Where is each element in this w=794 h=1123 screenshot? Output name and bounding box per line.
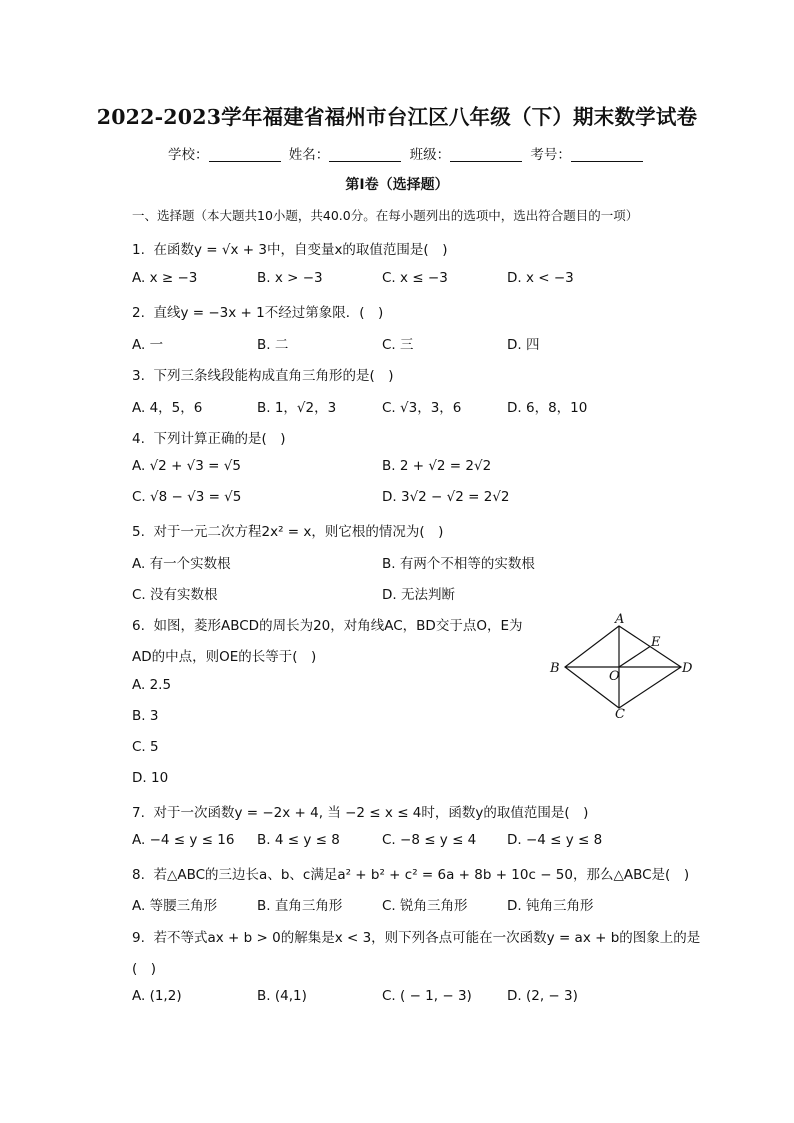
- q3-option-c: C. √3，3，6: [382, 400, 462, 416]
- label-d: D: [682, 661, 693, 676]
- q1-option-a: A. x ≥ −3: [132, 270, 198, 286]
- question-number: 3.: [132, 368, 145, 384]
- question-number: 6.: [132, 618, 145, 634]
- question-8: [132, 863, 689, 883]
- q4-option-a: A. √2 + √3 = √5: [132, 458, 241, 474]
- q9-option-c: C. ( − 1, − 3): [382, 988, 472, 1004]
- question-3: [132, 364, 394, 384]
- q1-option-d: D. x < −3: [507, 270, 574, 286]
- question-2: [132, 301, 383, 321]
- q7-option-b: B. 4 ≤ y ≤ 8: [257, 832, 340, 848]
- question-number: 1.: [132, 242, 145, 258]
- question-9: [132, 926, 700, 946]
- q7-option-d: D. −4 ≤ y ≤ 8: [507, 832, 603, 848]
- segment-oe: [619, 647, 650, 668]
- q5-option-a: A. 有一个实数根: [132, 556, 231, 572]
- q2-option-a: A. 一: [132, 337, 164, 353]
- question-text: 直线y = −3x + 1不经过第象限．( ): [153, 305, 384, 321]
- question-4: [132, 427, 286, 447]
- q9-option-a: A. (1,2): [132, 988, 182, 1004]
- q6-option-b: B. 3: [132, 708, 159, 724]
- question-number: 4.: [132, 431, 145, 447]
- label-a: A: [615, 612, 625, 627]
- volume-heading: 第Ⅰ卷（选择题）: [345, 177, 449, 193]
- class-label: 班级：: [409, 147, 451, 163]
- school-blank[interactable]: [209, 147, 281, 162]
- question-text: 下列计算正确的是( ): [153, 431, 286, 447]
- question-text: 若不等式ax + b > 0的解集是x < 3，则下列各点可能在一次函数y = ax + b的图象上的是: [153, 930, 701, 946]
- name-blank[interactable]: [329, 147, 401, 162]
- q3-option-d: D. 6，8，10: [507, 400, 588, 416]
- question-text: 若△ABC的三边长a、b、c满足a² + b² + c² = 6a + 8b + 10c − 50，那么△ABC是( ): [153, 867, 690, 883]
- q8-option-d: D. 钝角三角形: [507, 898, 594, 914]
- q6-option-a: A. 2.5: [132, 677, 172, 693]
- q5-option-c: C. 没有实数根: [132, 587, 218, 603]
- q4-option-b: B. 2 + √2 = 2√2: [382, 458, 492, 474]
- question-5: [132, 520, 443, 540]
- q9-option-d: D. (2, − 3): [507, 988, 578, 1004]
- question-1: [132, 238, 447, 258]
- q8-option-a: A. 等腰三角形: [132, 898, 218, 914]
- q6-option-d: D. 10: [132, 770, 169, 786]
- class-blank[interactable]: [450, 147, 522, 162]
- question-text: 下列三条线段能构成直角三角形的是( ): [153, 368, 394, 384]
- label-b: B: [550, 661, 560, 676]
- label-c: C: [615, 707, 625, 722]
- question-text: 对于一元二次方程2x² = x，则它根的情况为( ): [153, 524, 444, 540]
- question-number: 8.: [132, 867, 145, 883]
- question-9-continued: ( ): [132, 961, 157, 977]
- question-6-continued: AD的中点，则OE的长等于( ): [132, 649, 317, 665]
- q7-option-a: A. −4 ≤ y ≤ 16: [132, 832, 235, 848]
- q2-option-c: C. 三: [382, 337, 414, 353]
- q7-option-c: C. −8 ≤ y ≤ 4: [382, 832, 477, 848]
- student-info-row: [168, 143, 647, 163]
- q4-option-d: D. 3√2 − √2 = 2√2: [382, 489, 510, 505]
- exam-title: 2022-2023学年福建省福州市台江区八年级（下）期末数学试卷: [96, 105, 698, 129]
- school-label: 学校：: [168, 147, 209, 163]
- q2-option-b: B. 二: [257, 337, 289, 353]
- q9-option-b: B. (4,1): [257, 988, 307, 1004]
- q6-option-c: C. 5: [132, 739, 159, 755]
- q5-option-d: D. 无法判断: [382, 587, 455, 603]
- number-blank[interactable]: [571, 147, 643, 162]
- label-e: E: [651, 635, 661, 650]
- question-6: [132, 614, 522, 634]
- question-number: 9.: [132, 930, 145, 946]
- q8-option-c: C. 锐角三角形: [382, 898, 468, 914]
- q1-option-b: B. x > −3: [257, 270, 323, 286]
- name-label: 姓名：: [288, 147, 330, 163]
- label-o: O: [609, 669, 620, 684]
- question-number: 5.: [132, 524, 145, 540]
- question-number: 2.: [132, 305, 145, 321]
- question-number: 7.: [132, 805, 145, 821]
- q3-option-a: A. 4，5，6: [132, 400, 203, 416]
- question-7: [132, 801, 588, 821]
- rhombus-figure: [545, 612, 695, 722]
- q5-option-b: B. 有两个不相等的实数根: [382, 556, 535, 572]
- q1-option-c: C. x ≤ −3: [382, 270, 448, 286]
- section-heading: 一、选择题（本大题共10小题，共40.0分。在每小题列出的选项中，选出符合题目的一项）: [132, 208, 639, 223]
- question-text: 对于一次函数y = −2x + 4, 当 −2 ≤ x ≤ 4时，函数y的取值范围是( ): [153, 805, 589, 821]
- q3-option-b: B. 1，√2，3: [257, 400, 337, 416]
- q8-option-b: B. 直角三角形: [257, 898, 343, 914]
- question-text: 在函数y = √x + 3中，自变量x的取值范围是( ): [153, 242, 448, 258]
- q4-option-c: C. √8 − √3 = √5: [132, 489, 242, 505]
- number-label: 考号：: [530, 147, 571, 163]
- q2-option-d: D. 四: [507, 337, 540, 353]
- question-text: 如图，菱形ABCD的周长为20，对角线AC，BD交于点O，E为: [153, 618, 523, 634]
